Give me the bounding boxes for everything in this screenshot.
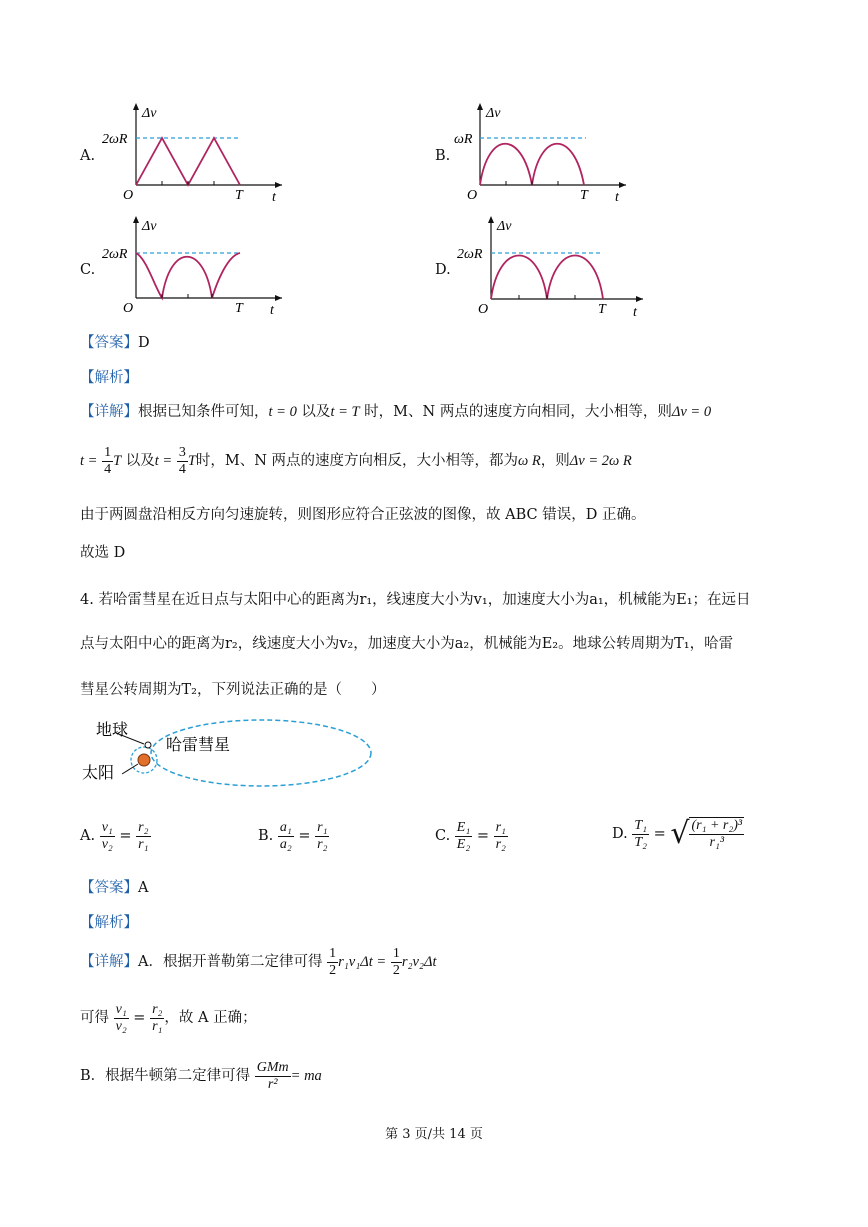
q3-T2: T [187,453,196,469]
option-b-label: B. [435,148,451,164]
graph-b-ylabel: Δv [486,106,501,121]
q4-detail-b: B．根据牛顿第二定律可得 $\frac{\text{GMm}}{\text{r²}}$ = ma [80,1059,322,1092]
graph-c-tmark: T [235,301,243,316]
graph-c [100,213,290,318]
graph-d-xaxis: t [633,305,637,320]
q3-line2-rest: 时，M、N 两点的速度方向相反，大小相等，都为 [195,453,519,469]
q3-cond2: t = T [330,404,360,420]
q3-answer-tag: 【答案】 [80,335,138,351]
graph-b-xaxis: t [615,190,619,205]
q3-detail-line1 [80,402,711,422]
q4-answer-tag: 【答案】 [80,880,138,896]
graph-a-origin: O [123,188,134,203]
q3-analysis-tag: 【解析】 [80,370,138,386]
q4-answer: A [138,880,149,896]
q3-analysis-line [80,368,138,388]
graph-b-tmark: T [580,188,588,203]
q3-detail-rest: 时，M、N 两点的速度方向相同，大小相等，则 [359,404,672,420]
graph-b-origin: O [467,188,478,203]
q3-answer-line [80,333,150,353]
q3-line2-then: ，则 [540,453,570,469]
graph-d [455,213,650,323]
q4-option-a: A. $\frac{\text{v₁}}{\text{v₂}}$ = $\frac{\text{r₂}}{\text{r₁}}$ [80,819,149,852]
page-footer: 第 3 页/共 14 页 [385,1127,483,1142]
q3-detail-tag: 【详解】 [80,404,138,420]
q4-answer-line [80,878,148,898]
label-comet: 哈雷彗星 [166,735,231,754]
q3-frac-quarter: $\frac{1}{4}$ [104,444,112,477]
q4-stem-line3: 彗星公转周期为T₂，下列说法正确的是（ ） [80,682,386,698]
q3-omega-r: ω R [518,453,541,469]
q4-detail-tag: 【详解】 [80,954,138,970]
label-earth: 地球 [96,720,129,739]
graph-d-origin: O [478,302,489,317]
option-a-label: A. [80,148,96,164]
graph-d-tmark: T [598,302,606,317]
q4-option-c: C. $\frac{\text{E₁}}{\text{E₂}}$ = $\frac{\text{r₁}}{\text{r₂}}$ [435,819,506,852]
graph-a-xaxis: t [272,190,276,205]
graph-a-peak: 2ωR [102,132,128,147]
q3-line2-mid: 以及 [121,453,155,469]
graph-a-tmark: T [235,188,243,203]
label-sun: 太阳 [82,763,115,782]
q3-frac-three-quarter: $\frac{3}{4}$ [178,444,186,477]
q3-detail-line4: 故选 D [80,545,126,561]
graph-a [100,100,290,205]
graph-c-ylabel: Δv [142,219,157,234]
q3-result2: Δv = 2ω R [569,453,632,469]
graph-a-ylabel: Δv [142,106,157,121]
q4-stem-line1: 4. 若哈雷彗星在近日点与太阳中心的距离为r₁，线速度大小为v₁，加速度大小为a₁，机械能为E₁；在远日 [80,592,751,608]
q3-answer: D [138,335,150,351]
graph-b [450,100,640,205]
q3-detail-line2 [80,443,632,479]
q3-result1: Δv = 0 [671,404,712,420]
q3-t-eq-2: t = [154,453,173,469]
graph-c-peak: 2ωR [102,247,128,262]
graph-c-origin: O [123,301,134,316]
q4-stem-line2: 点与太阳中心的距离为r₂，线速度大小为v₂，加速度大小为a₂，机械能为E₂。地球公转周期为T₁，哈雷 [80,636,734,652]
q3-cond1: t = 0 [268,404,297,420]
option-c-label: C. [80,262,96,278]
graph-b-peak: ωR [454,132,473,147]
graph-c-xaxis: t [270,303,274,318]
q3-detail-text1: 根据已知条件可知， [138,404,269,420]
q3-detail-mid: 以及 [296,404,331,420]
orbit-figure [78,716,378,796]
graph-d-peak: 2ωR [457,247,483,262]
q4-detail-a2: 可得 $\frac{\text{v₁}}{\text{v₂}}$ = $\frac{\text{r₂}}{\text{r₁}}$ ，故 A 正确； [80,1001,257,1034]
option-d-label: D. [435,262,451,278]
q4-analysis-line [80,913,138,933]
sqrt-icon: √ [670,816,690,851]
q4-analysis-tag: 【解析】 [80,915,138,931]
graph-d-ylabel: Δv [497,219,512,234]
q3-t-eq-1: t = [80,453,98,469]
q4-detail-a: 【详解】A．根据开普勒第二定律可得 $\frac{1}{2}$ r₁v₁Δt = $\frac{1}{2}$ r₂v₂Δt [80,945,437,978]
q3-T1: T [113,453,122,469]
q4-option-b: B. $\frac{\text{a₁}}{\text{a₂}}$ = $\frac{\text{r₁}}{\text{r₂}}$ [258,819,328,852]
q4-option-d: D. $\frac{\text{T₁}}{\text{T₂}}$ = √ $\frac{\text{(r₁ + r₂)³}}{\text{r₁³}}$ [612,816,743,851]
q3-detail-line3: 由于两圆盘沿相反方向匀速旋转，则图形应符合正弦波的图像，故 ABC 错误，D 正确。 [80,507,646,523]
